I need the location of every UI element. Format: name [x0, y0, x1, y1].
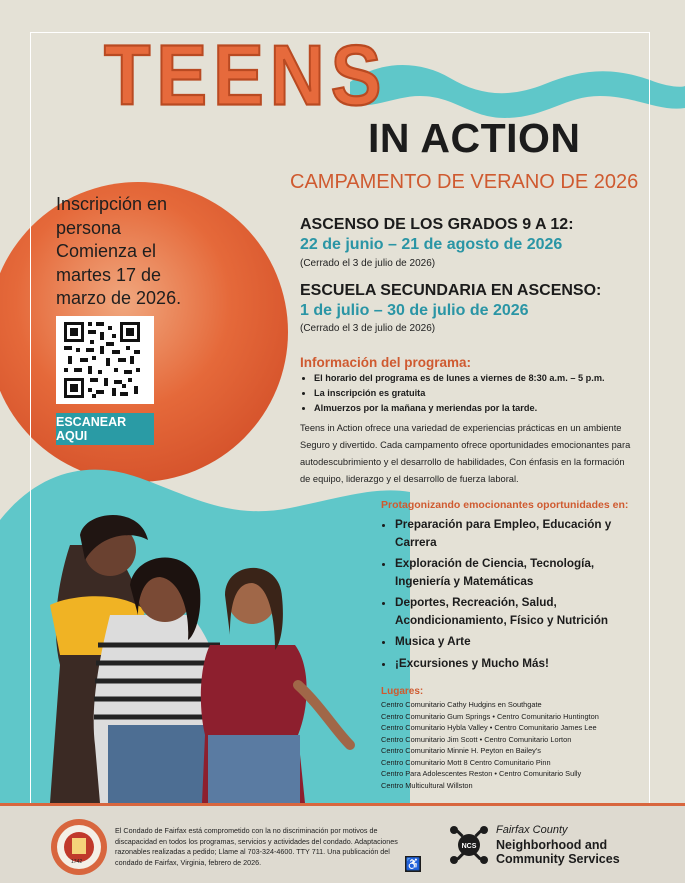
list-item: • Almuerzos por la mañana y meriendas por la tarde.	[314, 401, 640, 416]
location-line: Centro Comunitario Jim Scott • Centro Comunitario Lorton	[381, 734, 572, 744]
high-school-note: (Cerrado el 3 de julio de 2026)	[300, 258, 436, 269]
location-line: Centro Comunitario Gum Springs • Centro Comunitario Huntington	[381, 711, 599, 721]
program-info-list	[300, 371, 640, 416]
list-item: • Exploración de Ciencia, Tecnología, Ingeniería y Matemáticas	[395, 555, 631, 590]
ncs-line-1: Neighborhood and	[496, 838, 608, 852]
program-description: Teens in Action ofrece una variedad de experiencias prácticas en un ambiente Seguro y divertido. Cada campamento ofrece oportunidades emocionantes para autodescubrimiento y el desarrollo de habilidades, Con énfasis en la formación de equipo, liderazgo y el desarrollo de fuerza laboral.	[300, 423, 631, 484]
middle-school-title: ESCUELA SECUNDARIA EN ASCENSO:	[300, 282, 602, 299]
ncs-line-2: Community Services	[496, 852, 620, 866]
list-item: • ¡Excursiones y Mucho Más!	[395, 655, 631, 673]
high-school-dates: 22 de junio – 21 de agosto de 2026	[300, 236, 563, 253]
middle-school-note: (Cerrado el 3 de julio de 2026)	[300, 323, 436, 334]
qr-code-icon	[56, 316, 154, 404]
title-in-action: IN ACTION	[368, 115, 581, 161]
subtitle-summer-camp: CAMPAMENTO DE VERANO DE 2026	[290, 171, 639, 193]
registration-text: Inscripción en persona Comienza el martes 17 de marzo de 2026.	[56, 194, 182, 308]
scan-here-button[interactable]: ESCANEAR AQUI	[56, 413, 154, 445]
locations-list	[381, 699, 651, 791]
program-info-title: Información del programa:	[300, 355, 472, 370]
activities-list	[381, 516, 631, 676]
ncs-badge-text: NCS	[461, 843, 477, 850]
high-school-title: ASCENSO DE LOS GRADOS 9 A 12:	[300, 216, 574, 233]
seal-year: 1742	[71, 859, 83, 865]
location-line: Centro Para Adolescentes Reston • Centro Comunitario Sully	[381, 769, 582, 778]
ncs-county: Fairfax County	[496, 824, 568, 836]
list-item: • Deportes, Recreación, Salud, Acondicionamiento, Físico y Nutrición	[395, 594, 631, 629]
qr-code[interactable]	[56, 316, 154, 404]
disclaimer-text: El Condado de Fairfax está comprometido con la no discriminación por motivos de discapacidad en todos los programas, servicios y actividades del condado. Adaptaciones razonables realizadas a pedido; Llame al 703-324-4600. TTY 711. Una publicación del condado de Fairfax, Virginia, febrero de 2026.	[115, 826, 398, 867]
ncs-title	[496, 838, 620, 866]
locations-title: Lugares:	[381, 686, 424, 697]
middle-school-dates: 1 de julio – 30 de julio de 2026	[300, 302, 529, 319]
location-line: Centro Comunitario Mott 8 Centro Comunitario Pinn	[381, 757, 551, 767]
activities-title: Protagonizando emocionantes oportunidades en:	[381, 499, 629, 511]
location-line: Centro Multicultural Willston	[381, 780, 473, 790]
ncs-logo-icon	[446, 822, 492, 868]
location-line: Centro Comunitario Minnie H. Peyton en Bailey's	[381, 746, 541, 755]
list-item: • La inscripción es gratuita	[314, 386, 640, 401]
title-teens: TEENS	[104, 28, 388, 124]
location-line: Centro Comunitario Hybla Valley • Centro Comunitario James Lee	[381, 723, 597, 732]
county-seal-icon	[50, 818, 108, 876]
location-line: Centro Comunitario Cathy Hudgins en Southgate	[381, 700, 542, 709]
teens-photo	[30, 505, 375, 803]
list-item: • Preparación para Empleo, Educación y Carrera	[395, 516, 631, 551]
list-item: • Musica y Arte	[395, 633, 631, 651]
list-item: • El horario del programa es de lunes a viernes de 8:30 a.m. – 5 p.m.	[314, 371, 640, 386]
accessibility-icon: ♿	[405, 857, 421, 871]
